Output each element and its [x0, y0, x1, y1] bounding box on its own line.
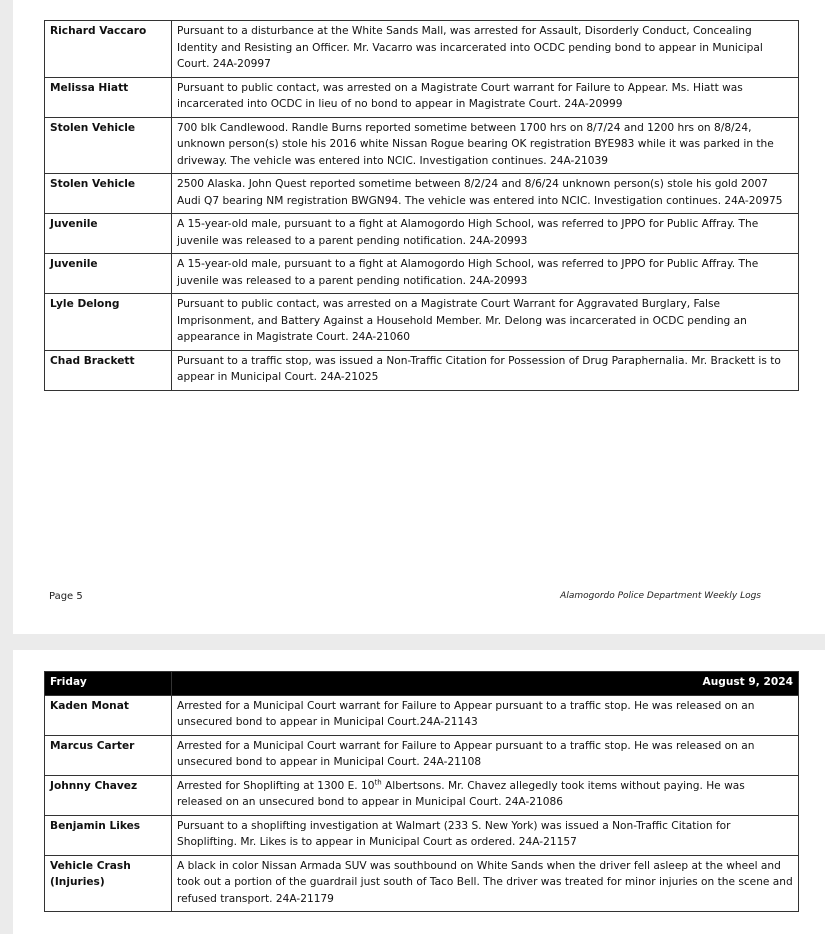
page-number: Page 5	[49, 591, 83, 602]
footer-title: Alamogordo Police Department Weekly Logs	[560, 591, 761, 601]
entry-description: Pursuant to public contact, was arrested on a Magistrate Court warrant for Failure to Appear. Ms. Hiatt was incarcerated into OCDC in lieu of no bond to appear in Magistrate Court. 24A-20999	[172, 77, 799, 117]
log-table	[44, 20, 799, 391]
table-row	[45, 815, 799, 855]
entry-text-part: Albertsons. Mr. Chavez allegedly took items without paying. He was released on an unsecured bond to appear in Municipal Court. 24A-21086	[177, 779, 745, 808]
document-page-6	[13, 650, 825, 934]
table-row	[45, 174, 799, 214]
entry-name: Benjamin Likes	[45, 815, 172, 855]
table-row	[45, 21, 799, 78]
table-row	[45, 350, 799, 390]
entry-name: Stolen Vehicle	[45, 174, 172, 214]
entry-description: Arrested for a Municipal Court warrant for Failure to Appear pursuant to a traffic stop. He was released on an unsecured bond to appear in Municipal Court. 24A-21108	[172, 735, 799, 775]
entry-name: Chad Brackett	[45, 350, 172, 390]
log-table	[44, 671, 799, 912]
table-row	[45, 254, 799, 294]
table-row	[45, 214, 799, 254]
ordinal-suffix: th	[374, 777, 382, 786]
entry-description	[172, 775, 799, 815]
table-row	[45, 775, 799, 815]
entry-name: Juvenile	[45, 254, 172, 294]
entry-description: Pursuant to a traffic stop, was issued a Non-Traffic Citation for Possession of Drug Paraphernalia. Mr. Brackett is to appear in Municipal Court. 24A-21025	[172, 350, 799, 390]
date-label: August 9, 2024	[172, 672, 799, 696]
table-row	[45, 735, 799, 775]
entry-description: A 15-year-old male, pursuant to a fight at Alamogordo High School, was referred to JPPO for Public Affray. The juvenile was released to a parent pending notification. 24A-20993	[172, 214, 799, 254]
entry-name: Melissa Hiatt	[45, 77, 172, 117]
entry-description: 700 blk Candlewood. Randle Burns reported sometime between 1700 hrs on 8/7/24 and 1200 hrs on 8/8/24, unknown person(s) stole his 2016 white Nissan Rogue bearing OK registration BYE983 while it was parked in the driveway. The vehicle was entered into NCIC. Investigation continues. 24A-21039	[172, 117, 799, 174]
entry-description: Pursuant to public contact, was arrested on a Magistrate Court Warrant for Aggravated Burglary, False Imprisonment, and Battery Against a Household Member. Mr. Delong was incarcerated in OCDC pending an appearance in Magistrate Court. 24A-21060	[172, 294, 799, 351]
entry-description: 2500 Alaska. John Quest reported sometime between 8/2/24 and 8/6/24 unknown person(s) stole his gold 2007 Audi Q7 bearing NM registration BWGN94. The vehicle was entered into NCIC. Investigation continues. 24A-20975	[172, 174, 799, 214]
entry-text-part: Arrested for Shoplifting at 1300 E. 10	[177, 779, 375, 792]
entry-description: Pursuant to a disturbance at the White Sands Mall, was arrested for Assault, Disorderly Conduct, Concealing Identity and Resisting an Officer. Mr. Vacarro was incarcerated into OCDC pending bond to appear in Municipal Court. 24A-20997	[172, 21, 799, 78]
entry-description: Arrested for a Municipal Court warrant for Failure to Appear pursuant to a traffic stop. He was released on an unsecured bond to appear in Municipal Court.24A-21143	[172, 695, 799, 735]
entry-name: Kaden Monat	[45, 695, 172, 735]
entry-name: Johnny Chavez	[45, 775, 172, 815]
entry-name: Juvenile	[45, 214, 172, 254]
table-row	[45, 117, 799, 174]
day-header-row	[45, 672, 799, 696]
table-row	[45, 695, 799, 735]
entry-name: Lyle Delong	[45, 294, 172, 351]
document-page-5	[13, 0, 825, 634]
entry-description: A black in color Nissan Armada SUV was southbound on White Sands when the driver fell asleep at the wheel and took out a portion of the guardrail just south of Taco Bell. The driver was treated for minor injuries on the scene and refused transport. 24A-21179	[172, 855, 799, 912]
entry-description: A 15-year-old male, pursuant to a fight at Alamogordo High School, was referred to JPPO for Public Affray. The juvenile was released to a parent pending notification. 24A-20993	[172, 254, 799, 294]
entry-name: Vehicle Crash (Injuries)	[45, 855, 172, 912]
entry-name: Richard Vaccaro	[45, 21, 172, 78]
entry-name: Stolen Vehicle	[45, 117, 172, 174]
table-row	[45, 294, 799, 351]
table-row	[45, 855, 799, 912]
day-label: Friday	[45, 672, 172, 696]
entry-description: Pursuant to a shoplifting investigation at Walmart (233 S. New York) was issued a Non-Traffic Citation for Shoplifting. Mr. Likes is to appear in Municipal Court as ordered. 24A-21157	[172, 815, 799, 855]
table-row	[45, 77, 799, 117]
entry-name: Marcus Carter	[45, 735, 172, 775]
